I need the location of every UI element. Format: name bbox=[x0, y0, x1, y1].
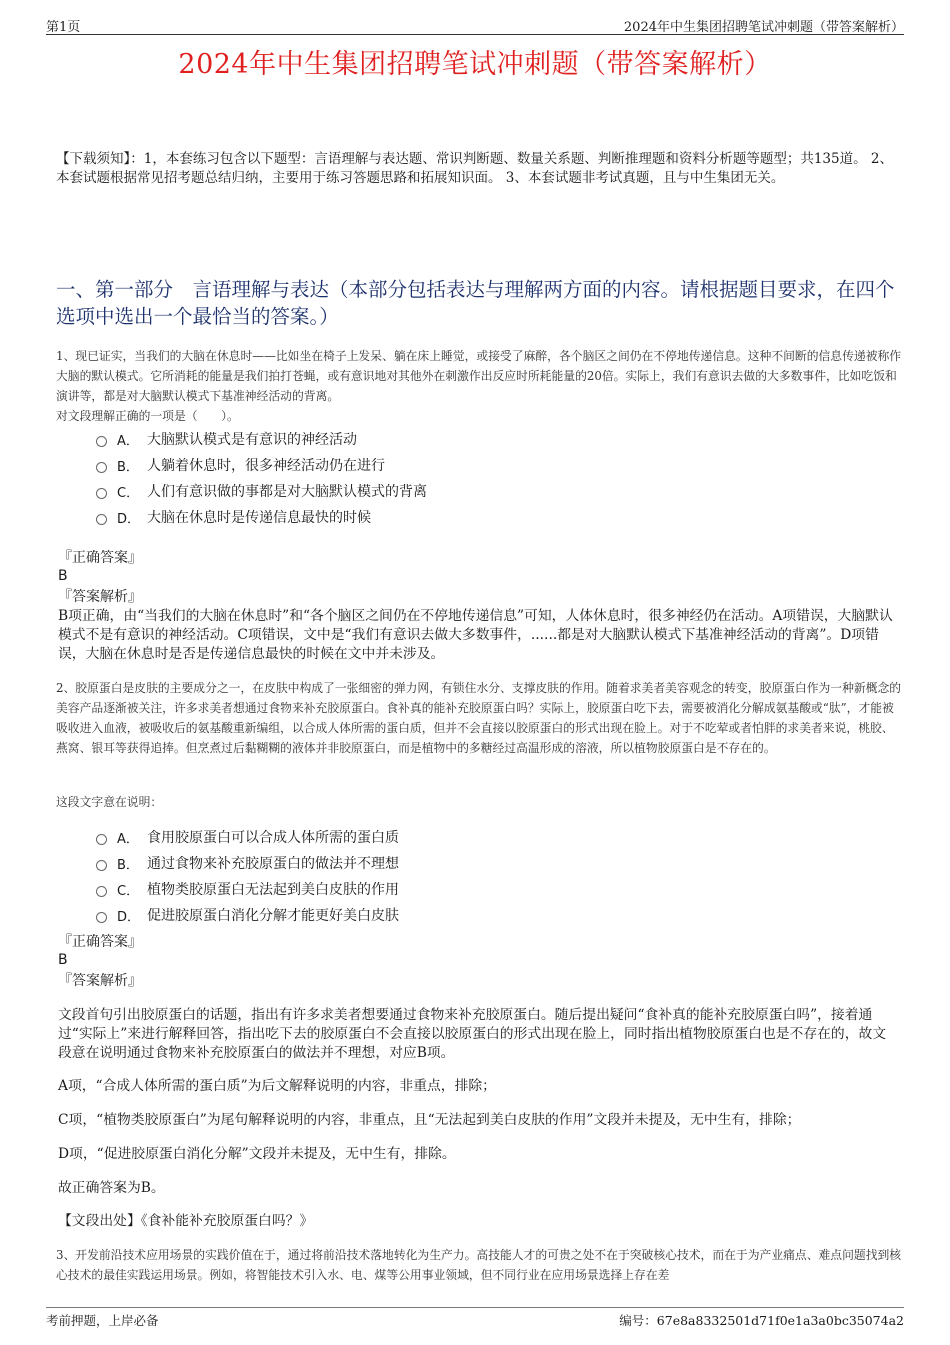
q2-stem: 2、胶原蛋白是皮肤的主要成分之一，在皮肤中构成了一张细密的弹力网，有锁住水分、支撑皮肤的作用。随着求美者美容观念的转变，胶原蛋白作为一种新概念的美容产品逐渐被关注，许多求美者想通过食物来补充胶原蛋白。食补真的能补充胶原蛋白吗？实际上，胶原蛋白吃下去，需要被消化分解成氨基酸或“肽”，才能被吸收进入血液，被吸收后的氨基酸重新编组，以合成人体所需的蛋白质，但并不会直接以胶原蛋白的形式出现在脸上。对于不吃荤或者怕胖的求美者来说，桃胶、燕窝、银耳等获得追捧。但烹煮过后黏糊糊的液体并非胶原蛋白，而是植物中的多糖经过高温形成的溶液，所以植物胶原蛋白是不存在的。 bbox=[56, 681, 902, 755]
q3-stem: 3、开发前沿技术应用场景的实践价值在于，通过将前沿技术落地转化为生产力。高技能人才的可贵之处不在于突破核心技术，而在于为产业痛点、难点问题找到核心技术的最佳实践运用场景。例如，将智能技术引入水、电、煤等公用事业领域，但不同行业在应用场景选择上存在差 bbox=[56, 1248, 902, 1282]
footer-divider bbox=[46, 1307, 904, 1308]
q1-question: 对文段理解正确的一项是（ ）。 bbox=[56, 409, 239, 423]
page-number-label: 第1页 bbox=[46, 20, 81, 35]
q2-option-b[interactable]: B． 通过食物来补充胶原蛋白的做法并不理想 bbox=[96, 850, 876, 876]
q1-answer-label: 『正确答案』 bbox=[58, 550, 142, 566]
q2-source: 【文段出处】《食补能补充胶原蛋白吗？》 bbox=[58, 1213, 314, 1229]
page-title: 2024年中生集团招聘笔试冲刺题（带答案解析） bbox=[178, 49, 772, 80]
q2-answer: B bbox=[58, 952, 68, 968]
radio-icon[interactable] bbox=[96, 436, 107, 447]
radio-icon[interactable] bbox=[96, 834, 107, 845]
download-notice: 【下载须知】：1，本套练习包含以下题型：言语理解与表达题、常识判断题、数量关系题、判断推理题和资料分析题等题型；共135道。 2、本套试题根据常见招考题总结归纳，主要用于练习答题思路和拓展知识面。 3、本套试题非考试真题，且与中生集团无关。 bbox=[56, 151, 893, 186]
radio-icon[interactable] bbox=[96, 860, 107, 871]
radio-icon[interactable] bbox=[96, 488, 107, 499]
q2-analysis-main: 文段首句引出胶原蛋白的话题，指出有许多求美者想要通过食物来补充胶原蛋白。随后提出疑问“食补真的能补充胶原蛋白吗”，接着通过“实际上”来进行解释回答，指出吃下去的胶原蛋白不会直接以胶原蛋白的形式出现在脸上，同时指出植物胶原蛋白也是不存在的，故文段意在说明通过食物来补充胶原蛋白的做法并不理想，对应B项。 bbox=[58, 1007, 887, 1061]
q2-analysis-a: A项，“合成人体所需的蛋白质”为后文解释说明的内容，非重点，排除； bbox=[58, 1078, 496, 1094]
page-header bbox=[46, 14, 904, 35]
radio-icon[interactable] bbox=[96, 912, 107, 923]
q2-analysis-label: 『答案解析』 bbox=[58, 973, 142, 989]
q1-option-d[interactable]: D． 大脑在休息时是传递信息最快的时候 bbox=[96, 504, 876, 530]
q2-option-a[interactable]: A． 食用胶原蛋白可以合成人体所需的蛋白质 bbox=[96, 824, 876, 850]
q1-option-c[interactable]: C． 人们有意识做的事都是对大脑默认模式的背离 bbox=[96, 478, 876, 504]
radio-icon[interactable] bbox=[96, 514, 107, 525]
footer-slogan: 考前押题，上岸必备 bbox=[46, 1313, 159, 1328]
q1-options bbox=[96, 426, 876, 530]
q2-analysis-d: D项，“促进胶原蛋白消化分解”文段并未提及，无中生有，排除。 bbox=[58, 1146, 456, 1162]
q2-option-d[interactable]: D． 促进胶原蛋白消化分解才能更好美白皮肤 bbox=[96, 902, 876, 928]
q2-answer-label: 『正确答案』 bbox=[58, 934, 142, 950]
q1-analysis-label: 『答案解析』 bbox=[58, 589, 142, 605]
radio-icon[interactable] bbox=[96, 886, 107, 897]
q1-answer: B bbox=[58, 568, 68, 584]
footer-serial: 编号：67e8a8332501d71f0e1a3a0bc35074a2 bbox=[619, 1313, 904, 1328]
q2-question: 这段文字意在说明： bbox=[56, 795, 163, 809]
radio-icon[interactable] bbox=[96, 462, 107, 473]
q2-conclusion: 故正确答案为B。 bbox=[58, 1180, 165, 1196]
q1-option-b[interactable]: B． 人躺着休息时，很多神经活动仍在进行 bbox=[96, 452, 876, 478]
q1-stem: 1、现已证实，当我们的大脑在休息时——比如坐在椅子上发呆、躺在床上睡觉，或接受了麻醉，各个脑区之间仍在不停地传递信息。这种不间断的信息传递被称作大脑的默认模式。它所消耗的能量是我们拍打苍蝇，或有意识地对其他外在刺激作出反应时所耗能量的20倍。实际上，我们有意识去做的大多数事件，比如吃饭和演讲等，都是对大脑默认模式下基准神经活动的背离。 bbox=[56, 349, 902, 403]
q1-analysis: B项正确，由“当我们的大脑在休息时”和“各个脑区之间仍在不停地传递信息”可知，人体休息时，很多神经仍在活动。A项错误，大脑默认模式不是有意识的神经活动。C项错误，文中是“我们有意识去做大多数事件，......都是对大脑默认模式下基准神经活动的背离”。D项错误，大脑在休息时是否是传递信息最快的时候在文中并未涉及。 bbox=[58, 608, 893, 662]
section-heading: 一、第一部分 言语理解与表达（本部分包括表达与理解两方面的内容。请根据题目要求，在四个选项中选出一个最恰当的答案。） bbox=[56, 278, 895, 328]
q1-option-a[interactable]: A． 大脑默认模式是有意识的神经活动 bbox=[96, 426, 876, 452]
q2-analysis-c: C项，“植物类胶原蛋白”为尾句解释说明的内容，非重点，且“无法起到美白皮肤的作用”文段并未提及，无中生有，排除； bbox=[58, 1112, 801, 1128]
q2-options bbox=[96, 824, 876, 928]
header-doc-title: 2024年中生集团招聘笔试冲刺题（带答案解析） bbox=[623, 20, 904, 35]
q2-option-c[interactable]: C． 植物类胶原蛋白无法起到美白皮肤的作用 bbox=[96, 876, 876, 902]
